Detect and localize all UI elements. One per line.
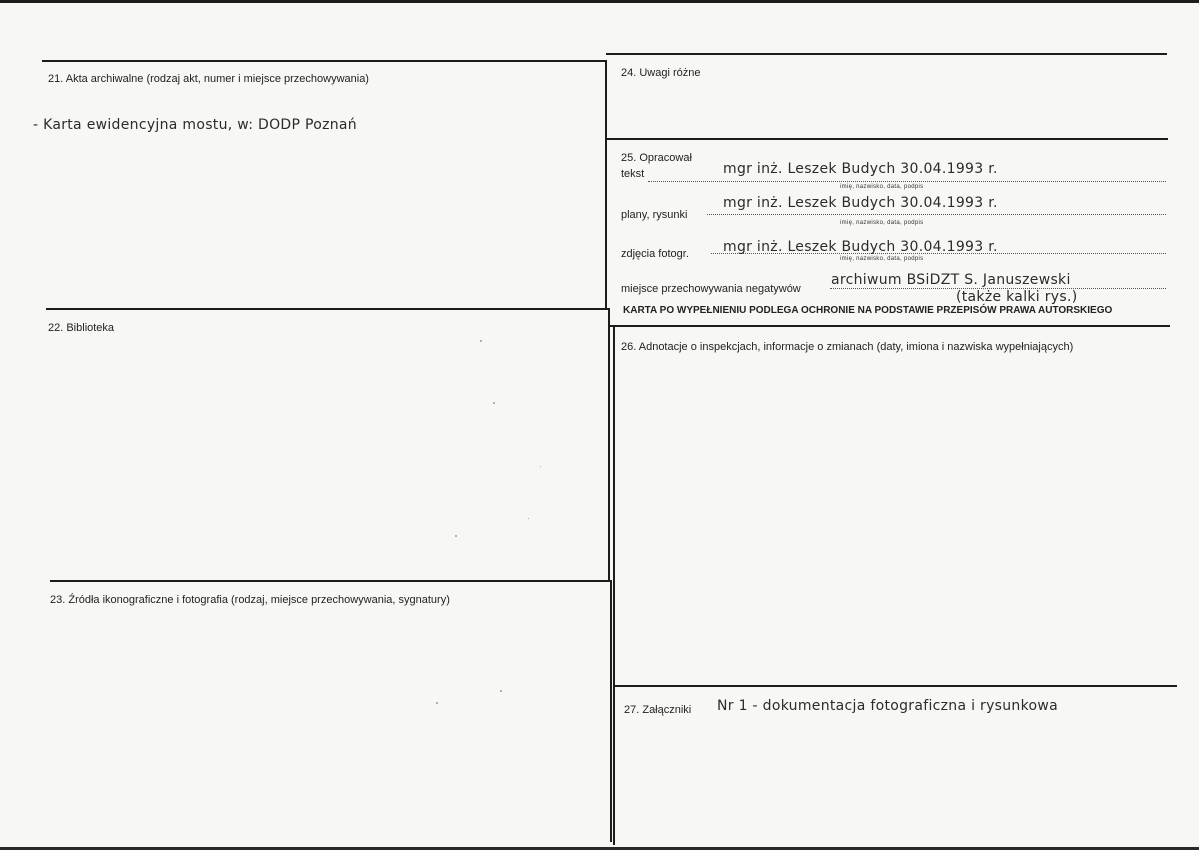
right-column-left-rule (613, 325, 615, 845)
left-column-divider-upper (605, 60, 607, 310)
row-caption: imię, nazwisko, data, podpis (840, 184, 924, 190)
prepared-by-drawings-value: mgr inż. Leszek Budych 30.04.1993 r. (723, 195, 998, 211)
section-25-top-rule (606, 138, 1168, 140)
negatives-label: miejsce przechowywania negatywów (621, 283, 801, 295)
prepared-by-text-value: mgr inż. Leszek Budych 30.04.1993 r. (723, 161, 998, 177)
section-21-entry: - Karta ewidencyjna mostu, w: DODP Poznań (33, 117, 357, 133)
section-27-value: Nr 1 - dokumentacja fotograficzna i rysunkowa (717, 698, 1059, 714)
negatives-note: (także kalki rys.) (956, 289, 1078, 305)
section-21-top-rule (42, 60, 606, 62)
row-caption: imię, nazwisko, data, podpis (840, 256, 924, 262)
fill-line (707, 214, 1166, 215)
section-27-top-rule (613, 685, 1177, 687)
row-label-photos: zdjęcia fotogr. (621, 248, 689, 260)
section-21-label: 21. Akta archiwalne (rodzaj akt, numer i miejsce przechowywania) (48, 73, 369, 85)
section-22-label: 22. Biblioteka (48, 322, 115, 334)
section-23-label: 23. Źródła ikonograficzne i fotografia (rodzaj, miejsce przechowywania, sygnatury) (50, 594, 450, 606)
copyright-notice: KARTA PO WYPEŁNIENIU PODLEGA OCHRONIE NA PODSTAWIE PRZEPISÓW PRAWA AUTORSKIEGO (623, 305, 1113, 316)
page-top-edge (0, 0, 1199, 3)
section-22-top-rule (46, 308, 608, 310)
left-column-divider-middle (608, 308, 610, 582)
row-label-drawings: plany, rysunki (621, 209, 688, 221)
fill-line (648, 181, 1166, 182)
section-27-label: 27. Załączniki (624, 704, 692, 716)
left-column-divider-lower (610, 580, 612, 842)
negatives-value: archiwum BSiDZT S. Januszewski (831, 272, 1071, 288)
row-caption: imię, nazwisko, data, podpis (840, 220, 924, 226)
row-label-text: tekst (621, 168, 645, 180)
section-26-label: 26. Adnotacje o inspekcjach, informacje o zmianach (daty, imiona i nazwiska wypełniających) (621, 341, 1074, 353)
section-24-label: 24. Uwagi różne (621, 67, 701, 79)
section-25-label: 25. Opracował (621, 152, 692, 164)
section-23-top-rule (50, 580, 611, 582)
section-24-top-rule (606, 53, 1167, 55)
prepared-by-photos-value: mgr inż. Leszek Budych 30.04.1993 r. (723, 239, 998, 255)
section-26-top-rule (610, 325, 1170, 327)
